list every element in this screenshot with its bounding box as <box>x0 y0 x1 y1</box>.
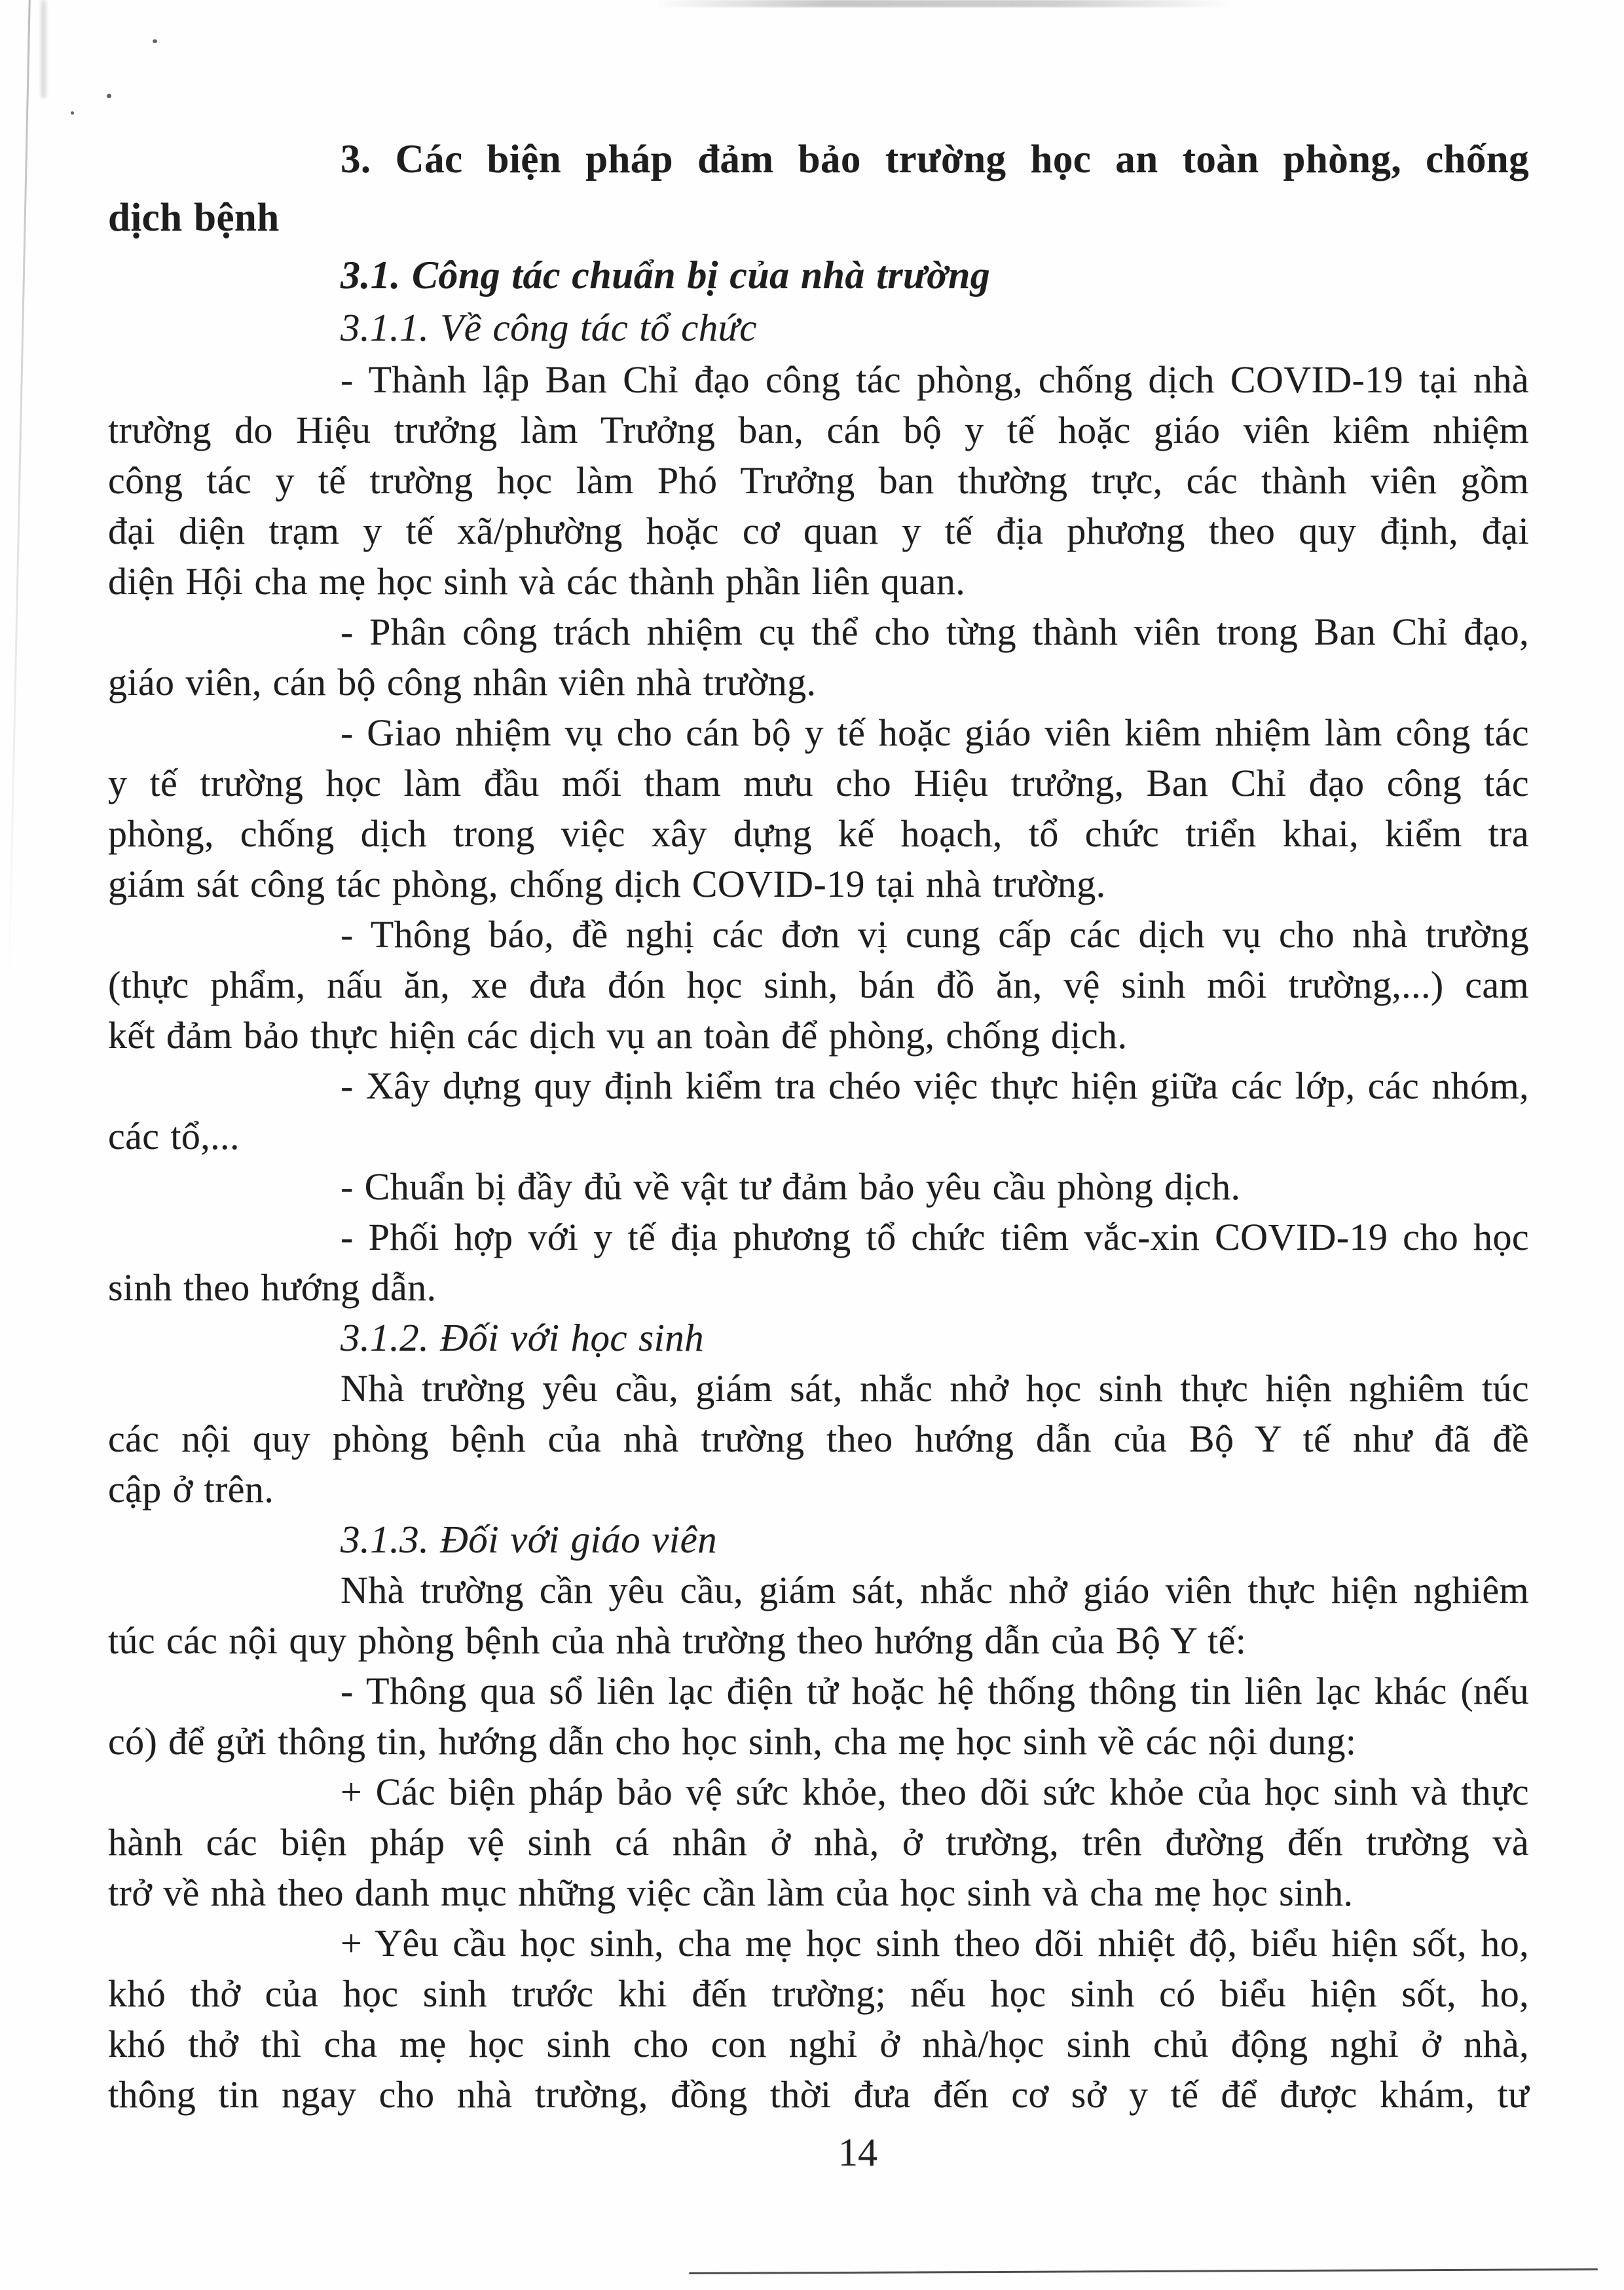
scan-speck <box>153 39 157 43</box>
text-line: giáo viên, cán bộ công nhân viên nhà trường. <box>108 661 817 704</box>
scan-smudge <box>41 0 46 98</box>
paragraph <box>108 1666 1529 1767</box>
text-line: 3.1.3. Đối với giáo viên <box>341 1518 718 1561</box>
text-line: - Thông qua sổ liên lạc điện tử hoặc hệ thống thông tin liên lạc khác (nếu <box>341 1670 1529 1712</box>
paragraph <box>108 1565 1529 1666</box>
paragraph <box>108 1161 1529 1212</box>
text-line: công tác y tế trường học làm Phó Trưởng ban thường trực, các thành viên gồm <box>108 459 1529 502</box>
paragraph <box>108 354 1529 607</box>
paragraph <box>108 909 1529 1061</box>
text-line: - Thành lập Ban Chỉ đạo công tác phòng, chống dịch COVID-19 tại nhà <box>341 358 1529 401</box>
text-line: 3.1. Công tác chuẩn bị của nhà trường <box>341 253 991 297</box>
text-line: Nhà trường yêu cầu, giám sát, nhắc nhở học sinh thực hiện nghiêm túc <box>341 1367 1529 1410</box>
text-line: khó thở của học sinh trước khi đến trường; nếu học sinh có biểu hiện sốt, ho, <box>108 1972 1529 2015</box>
text-line: - Phân công trách nhiệm cụ thể cho từng thành viên trong Ban Chỉ đạo, <box>341 610 1529 653</box>
text-line: 3.1.1. Về công tác tổ chức <box>341 306 757 349</box>
text-line: diện Hội cha mẹ học sinh và các thành phần liên quan. <box>108 560 966 603</box>
text-line: + Yêu cầu học sinh, cha mẹ học sinh theo dõi nhiệt độ, biểu hiện sốt, ho, <box>341 1922 1529 1964</box>
text-line: có) để gửi thông tin, hướng dẫn cho học sinh, cha mẹ học sinh về các nội dung: <box>108 1720 1357 1763</box>
text-line: trường do Hiệu trưởng làm Trưởng ban, cán bộ y tế hoặc giáo viên kiêm nhiệm <box>108 409 1529 451</box>
text-line: túc các nội quy phòng bệnh của nhà trường theo hướng dẫn của Bộ Y tế: <box>108 1619 1247 1662</box>
text-line: các tổ,... <box>108 1115 240 1157</box>
text-line: hành các biện pháp vệ sinh cá nhân ở nhà, ở trường, trên đường đến trường và <box>108 1821 1529 1864</box>
heading-3-1-1 <box>108 303 1529 353</box>
text-line: (thực phẩm, nấu ăn, xe đưa đón học sinh, bán đồ ăn, vệ sinh môi trường,...) cam <box>108 964 1529 1006</box>
heading-3-1-2 <box>108 1313 1529 1363</box>
heading-3-1 <box>108 250 1529 301</box>
text-line: đại diện trạm y tế xã/phường hoặc cơ quan y tế địa phương theo quy định, đại <box>108 510 1529 552</box>
paragraph <box>108 1212 1529 1313</box>
text-line: 3.1.2. Đối với học sinh <box>341 1316 705 1359</box>
paragraph <box>108 1918 1529 2120</box>
text-line: - Phối hợp với y tế địa phương tổ chức tiêm vắc-xin COVID-19 cho học <box>341 1216 1529 1258</box>
text-line: phòng, chống dịch trong việc xây dựng kế hoạch, tổ chức triển khai, kiểm tra <box>108 812 1529 855</box>
text-line: + Các biện pháp bảo vệ sức khỏe, theo dõi sức khỏe của học sinh và thực <box>341 1771 1529 1813</box>
text-line: kết đảm bảo thực hiện các dịch vụ an toàn để phòng, chống dịch. <box>108 1014 1128 1057</box>
text-line: khó thở thì cha mẹ học sinh cho con nghỉ ở nhà/học sinh chủ động nghỉ ở nhà, <box>108 2023 1529 2065</box>
scan-speck <box>71 111 74 115</box>
text-line: giám sát công tác phòng, chống dịch COVID-19 tại nhà trường. <box>108 863 1106 905</box>
text-line: cập ở trên. <box>108 1468 274 1511</box>
paragraph <box>108 1363 1529 1514</box>
text-line: các nội quy phòng bệnh của nhà trường theo hướng dẫn của Bộ Y tế như đã đề <box>108 1417 1529 1460</box>
text-line: 3. Các biện pháp đảm bảo trường học an toàn phòng, chống <box>341 138 1529 181</box>
page-number: 14 <box>838 2131 877 2174</box>
text-line: - Thông báo, đề nghị các đơn vị cung cấp các dịch vụ cho nhà trường <box>341 913 1529 956</box>
heading-3-1-3 <box>108 1514 1529 1565</box>
text-line: - Giao nhiệm vụ cho cán bộ y tế hoặc giáo viên kiêm nhiệm làm công tác <box>341 711 1529 754</box>
scan-smudge-top <box>655 0 1231 7</box>
text-line: Nhà trường cần yêu cầu, giám sát, nhắc nhở giáo viên thực hiện nghiêm <box>341 1569 1529 1611</box>
text-line: trở về nhà theo danh mục những việc cần làm của học sinh và cha mẹ học sinh. <box>108 1871 1354 1914</box>
paragraph <box>108 1061 1529 1161</box>
scan-speck <box>107 94 111 98</box>
paragraph <box>108 1767 1529 1918</box>
heading-section-3 <box>108 134 1529 243</box>
paragraph <box>108 607 1529 707</box>
document-body <box>108 134 1529 2120</box>
text-line: thông tin ngay cho nhà trường, đồng thời đưa đến cơ sở y tế để được khám, tư <box>108 2073 1529 2116</box>
text-line: - Xây dựng quy định kiểm tra chéo việc thực hiện giữa các lớp, các nhóm, <box>341 1064 1529 1107</box>
paragraph <box>108 707 1529 909</box>
text-line: dịch bệnh <box>108 196 280 240</box>
text-line: sinh theo hướng dẫn. <box>108 1266 437 1309</box>
text-line: - Chuẩn bị đầy đủ về vật tư đảm bảo yêu cầu phòng dịch. <box>341 1165 1241 1208</box>
text-line: y tế trường học làm đầu mối tham mưu cho Hiệu trưởng, Ban Chỉ đạo công tác <box>108 762 1529 804</box>
